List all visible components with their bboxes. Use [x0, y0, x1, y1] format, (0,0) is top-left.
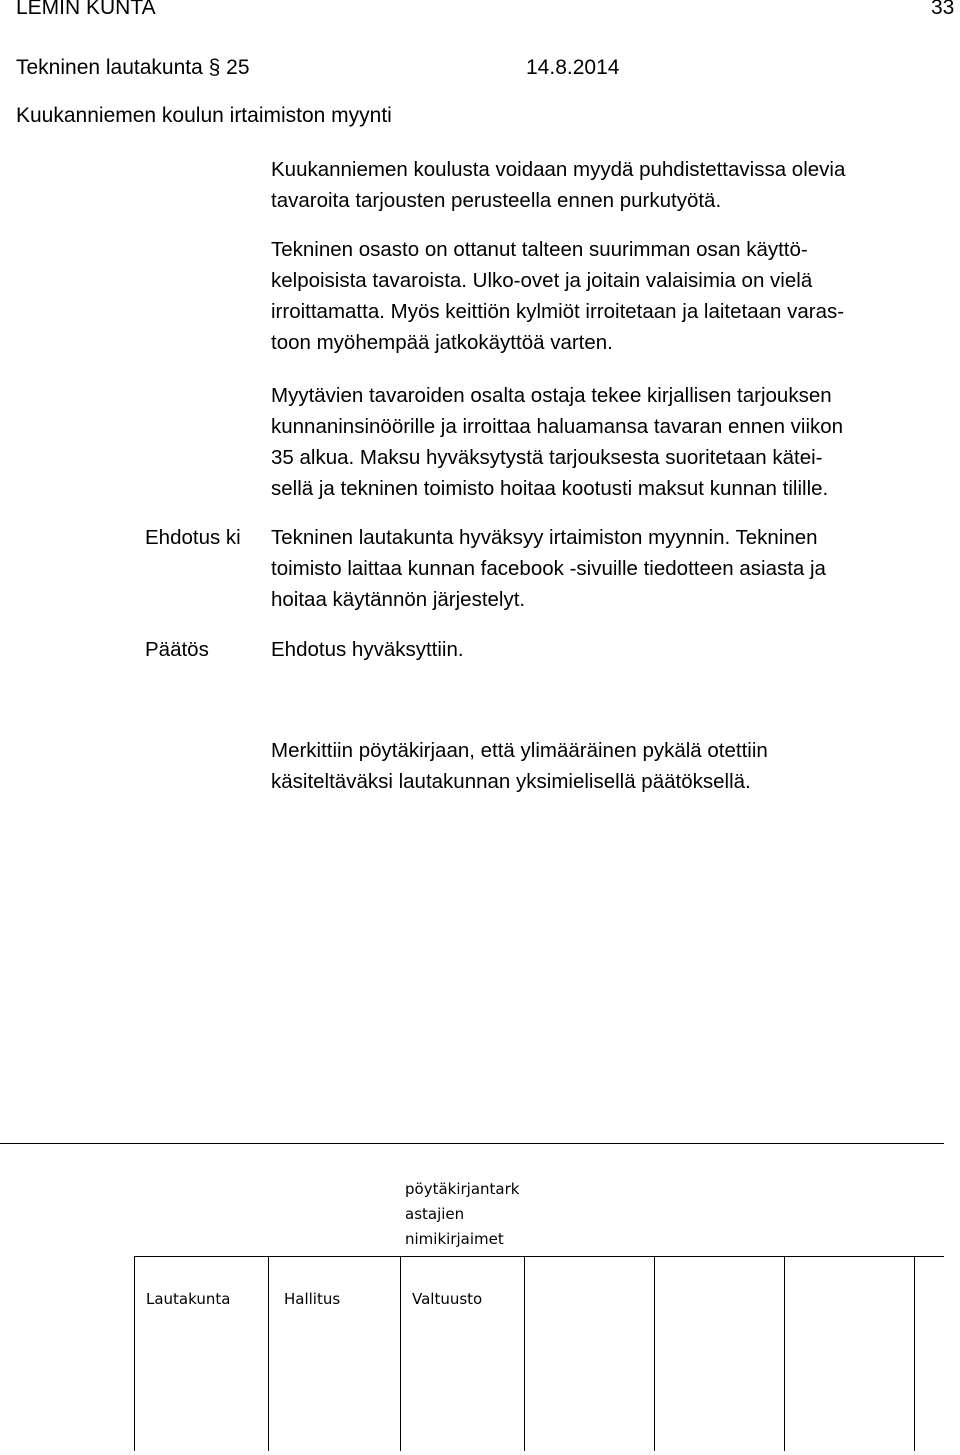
grid-cell — [784, 1257, 785, 1451]
note-line: käsiteltäväksi lautakunnan yksimielisellä päätöksellä. — [271, 770, 751, 793]
proposal-line: hoitaa käytännön järjestelyt. — [271, 588, 526, 611]
signature-label-line: pöytäkirjantark — [405, 1180, 520, 1198]
signature-label-line: nimikirjaimet — [405, 1230, 504, 1248]
paragraph-1 — [271, 154, 951, 216]
paragraph-line: kelpoisista tavaroista. Ulko-ovet ja joitain valaisimia on vielä — [271, 269, 813, 292]
paragraph-3 — [271, 380, 951, 504]
grid-cell — [268, 1257, 269, 1451]
grid-cell — [914, 1257, 915, 1451]
meeting-title: Tekninen lautakunta § 25 — [16, 56, 250, 79]
signature-label-line: astajien — [405, 1205, 465, 1223]
initials-grid — [134, 1256, 944, 1451]
note-line: Merkittiin pöytäkirjaan, että ylimääräinen pykälä otettiin — [271, 739, 768, 762]
paragraph-line: Tekninen osasto on ottanut talteen suurimman osan käyttö- — [271, 238, 808, 261]
page-number: 33 — [931, 0, 955, 19]
meeting-date: 14.8.2014 — [526, 56, 620, 79]
subject-title: Kuukanniemen koulun irtaimiston myynti — [16, 104, 392, 127]
proposal-line: Tekninen lautakunta hyväksyy irtaimiston myynnin. Tekninen — [271, 526, 818, 549]
decision-label: Päätös — [145, 638, 209, 661]
paragraph-line: tavaroita tarjousten perusteella ennen purkutyötä. — [271, 189, 722, 212]
signature-label — [405, 1177, 519, 1252]
paragraph-line: 35 alkua. Maksu hyväksytystä tarjouksesta suoritetaan kätei- — [271, 446, 823, 469]
grid-cell — [654, 1257, 655, 1451]
footer-divider — [0, 1143, 944, 1144]
paragraph-line: Kuukanniemen koulusta voidaan myydä puhdistettavissa olevia — [271, 158, 846, 181]
note-paragraph — [271, 735, 951, 797]
paragraph-line: sellä ja tekninen toimisto hoitaa kootusti maksut kunnan tilille. — [271, 477, 829, 500]
column-label-valtuusto: Valtuusto — [412, 1290, 483, 1308]
decision-text: Ehdotus hyväksyttiin. — [271, 638, 464, 661]
paragraph-line: irroittamatta. Myös keittiön kylmiöt irroitetaan ja laitetaan varas- — [271, 300, 845, 323]
municipality-name: LEMIN KUNTA — [16, 0, 156, 19]
column-label-hallitus: Hallitus — [284, 1290, 341, 1308]
paragraph-line: toon myöhempää jatkokäyttöä varten. — [271, 331, 613, 354]
column-label-lautakunta: Lautakunta — [146, 1290, 231, 1308]
paragraph-line: kunnaninsinöörille ja irroittaa haluamansa tavaran ennen viikon — [271, 415, 844, 438]
grid-cell — [134, 1257, 135, 1451]
proposal-line: toimisto laittaa kunnan facebook -sivuille tiedotteen asiasta ja — [271, 557, 826, 580]
proposal-text — [271, 522, 951, 615]
grid-cell — [524, 1257, 525, 1451]
proposal-label: Ehdotus ki — [145, 526, 241, 549]
paragraph-2 — [271, 234, 951, 358]
grid-cell — [400, 1257, 401, 1451]
paragraph-line: Myytävien tavaroiden osalta ostaja tekee kirjallisen tarjouksen — [271, 384, 832, 407]
